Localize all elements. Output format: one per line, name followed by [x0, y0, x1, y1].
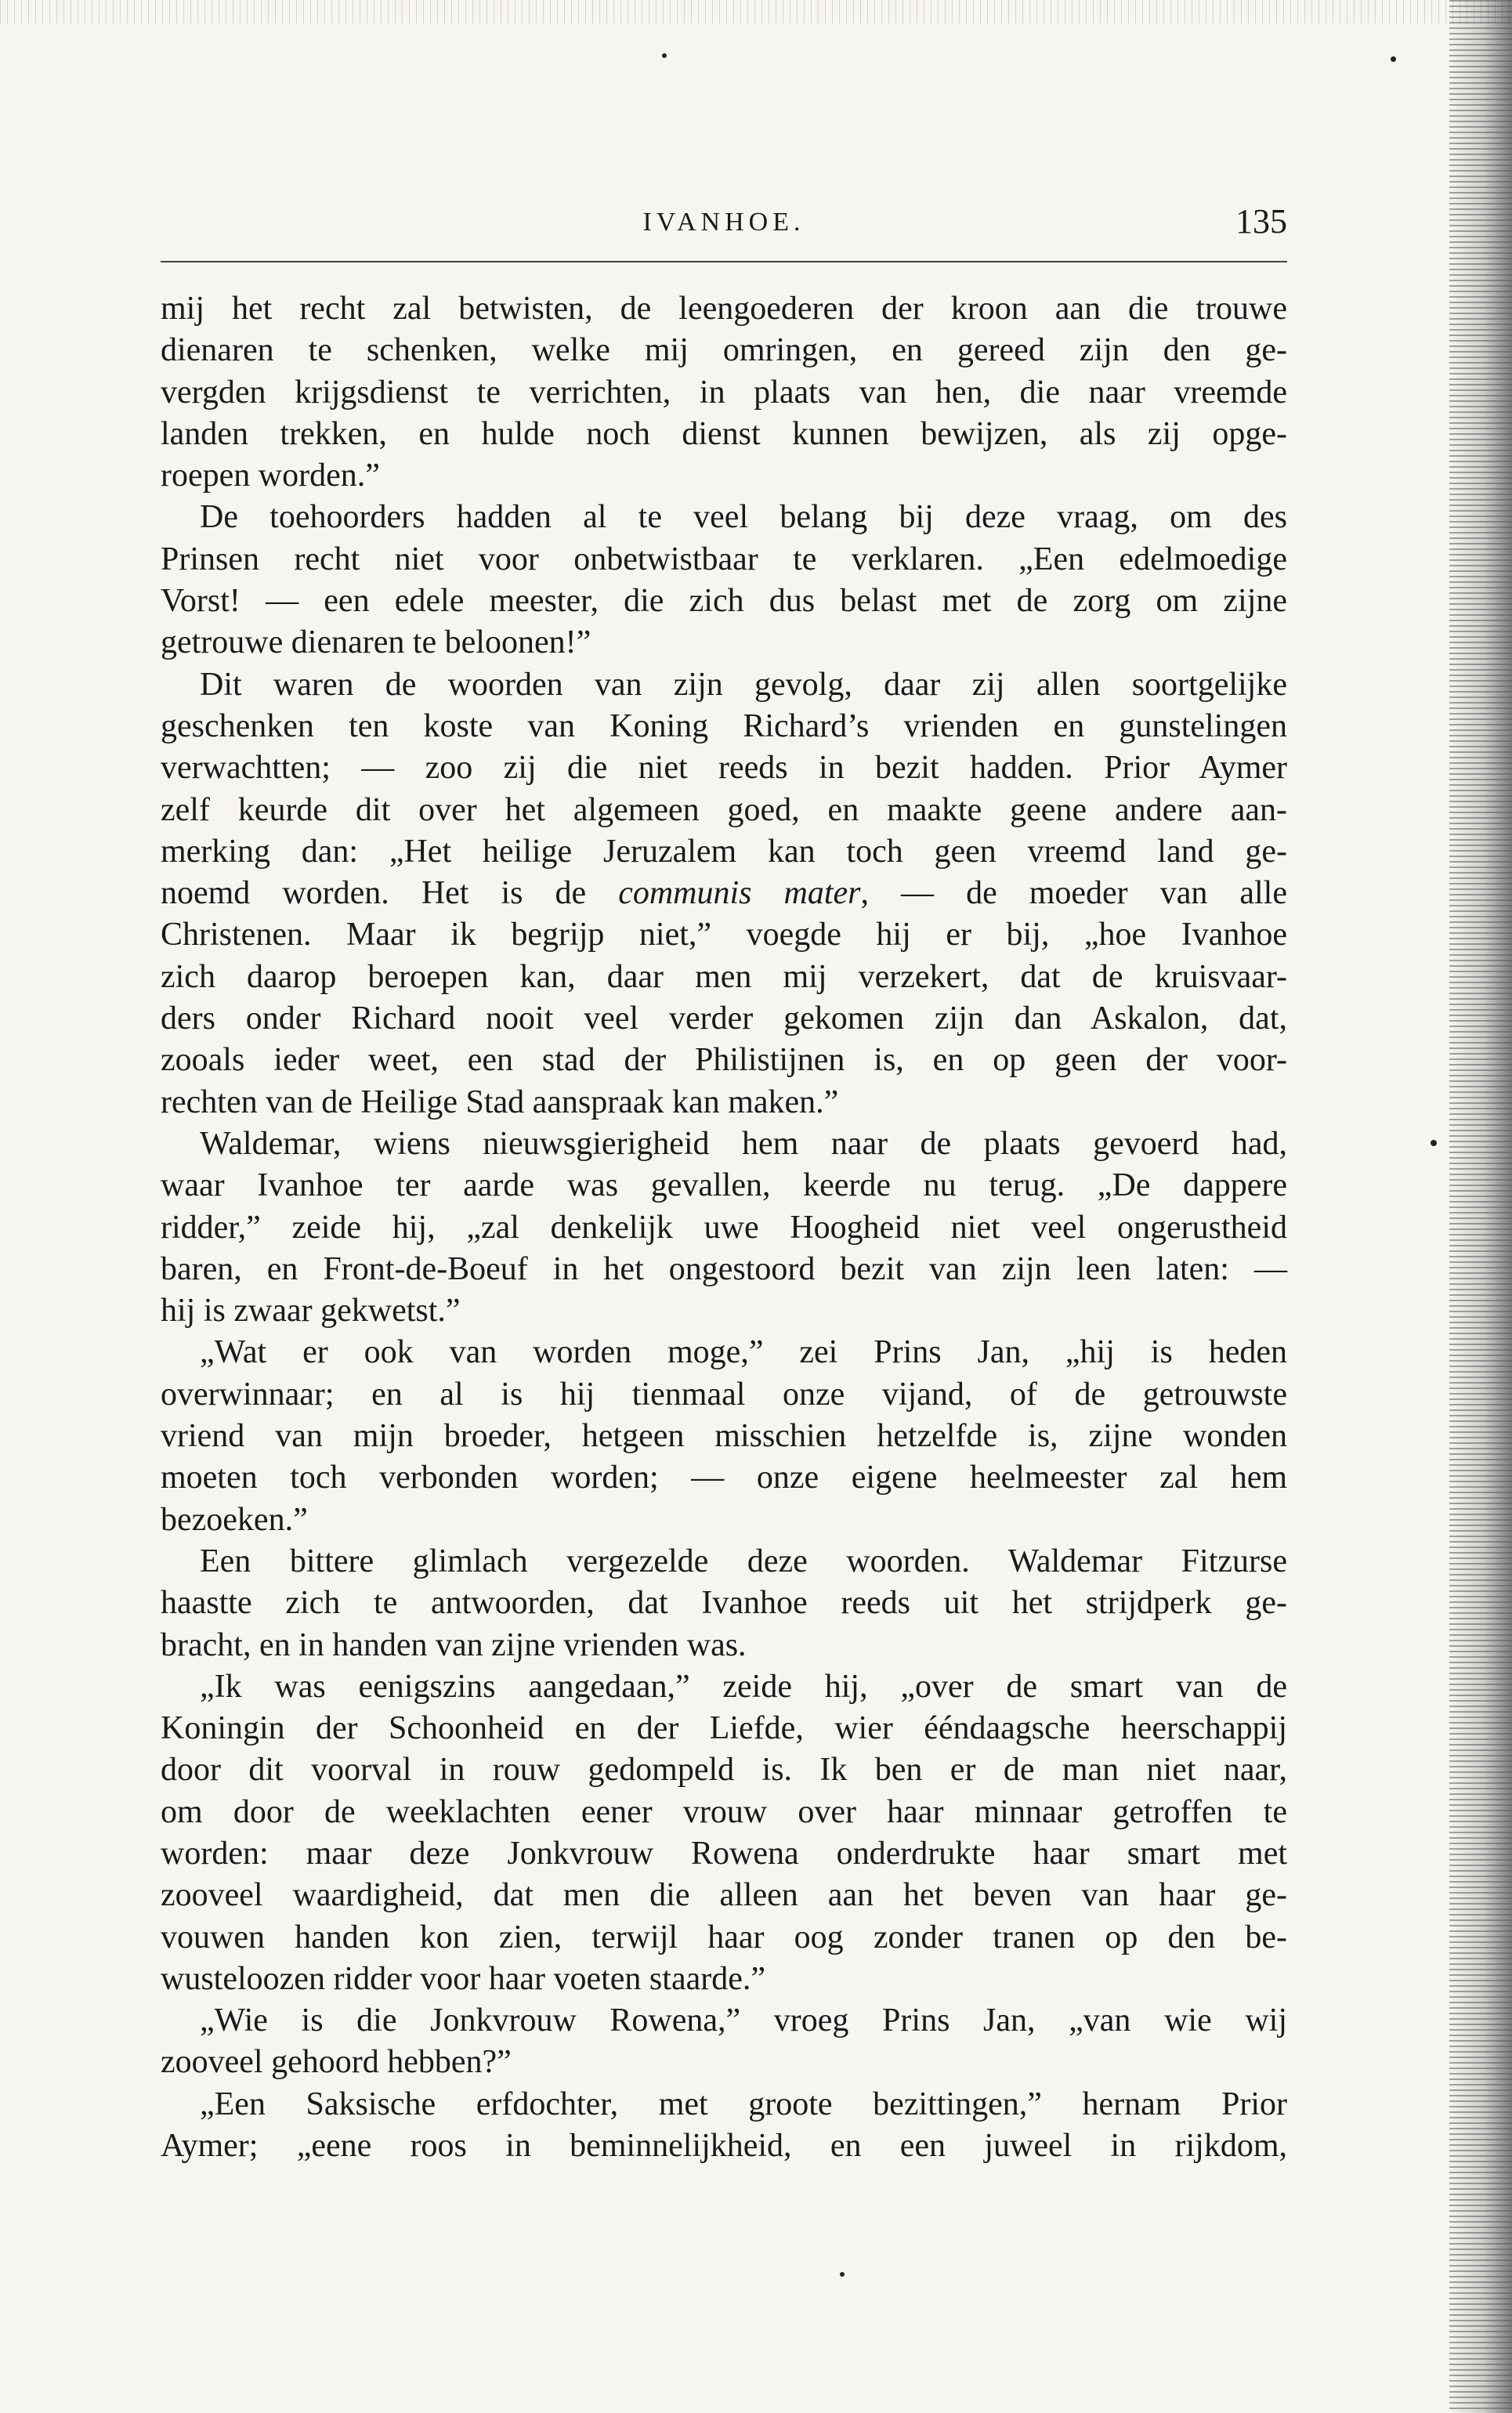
- text-line: roepen worden.”: [161, 458, 380, 494]
- scan-speck: [1391, 56, 1396, 62]
- text-line: Een bittere glimlach vergezelde deze woorden. Waldemar Fitzurse: [200, 1543, 1287, 1579]
- text-line: vriend van mijn broeder, hetgeen misschien hetzelfde is, zijne wonden: [161, 1418, 1287, 1455]
- text-line: Prinsen recht niet voor onbetwistbaar te verklaren. „Een edelmoedige: [161, 541, 1287, 577]
- page-header: [161, 202, 1287, 255]
- text-line: landen trekken, en hulde noch dienst kunnen bewijzen, als zij opge-: [161, 415, 1287, 452]
- text-line: zooveel waardigheid, dat men die alleen aan het beven van haar ge-: [161, 1877, 1287, 1914]
- text-line: zooals ieder weet, een stad der Philistijnen is, en op geen der voor-: [161, 1042, 1287, 1079]
- text-line: „Wat er ook van worden moge,” zei Prins Jan, „hij is heden: [200, 1334, 1287, 1371]
- text-line: dienaren te schenken, welke mij omringen, en gereed zijn den ge-: [161, 332, 1287, 369]
- scan-speck: [1431, 1140, 1437, 1146]
- text-line: worden: maar deze Jonkvrouw Rowena onderdrukte haar smart met: [161, 1835, 1287, 1872]
- text-line: wusteloozen ridder voor haar voeten staarde.”: [161, 1960, 765, 1997]
- text-line: ders onder Richard nooit veel verder gekomen zijn dan Askalon, dat,: [161, 1000, 1287, 1037]
- text-line: noemd worden. Het is de communis mater, — de moeder van alle: [161, 875, 1287, 912]
- text-line: „Wie is die Jonkvrouw Rowena,” vroeg Prins Jan, „van wie wij: [200, 2002, 1287, 2039]
- scan-speck: [840, 2272, 845, 2277]
- text-line: bezoeken.”: [161, 1501, 308, 1538]
- text-line: Christenen. Maar ik begrijp niet,” voegde hij er bij, „hoe Ivanhoe: [161, 917, 1287, 953]
- text-line: Dit waren de woorden van zijn gevolg, daar zij allen soortgelijke: [200, 666, 1287, 703]
- text-line: zooveel gehoord hebben?”: [161, 2044, 512, 2081]
- text-line: „Een Saksische erfdochter, met groote bezittingen,” hernam Prior: [200, 2086, 1287, 2122]
- text-line: zelf keurde dit over het algemeen goed, en maakte geene andere aan-: [161, 791, 1287, 828]
- text-line: merking dan: „Het heilige Jeruzalem kan toch geen vreemd land ge-: [161, 833, 1287, 870]
- header-rule: [161, 261, 1287, 262]
- page-number: 135: [1235, 202, 1287, 241]
- scan-edge-top: [0, 0, 1512, 24]
- text-line: „Ik was eenigszins aangedaan,” zeide hij, „over de smart van de: [200, 1668, 1287, 1705]
- text-line: verwachtten; — zoo zij die niet reeds in bezit hadden. Prior Aymer: [161, 750, 1287, 787]
- body-text: [161, 288, 1287, 2167]
- text-line: zich daarop beroepen kan, daar men mij verzekert, dat de kruisvaar-: [161, 958, 1287, 995]
- text-line: Koningin der Schoonheid en der Liefde, wier ééndaagsche heerschappij: [161, 1710, 1287, 1747]
- italic-phrase: communis mater: [618, 875, 861, 912]
- text-line: door dit voorval in rouw gedompeld is. Ik ben er de man niet naar,: [161, 1752, 1287, 1789]
- text-line: Waldemar, wiens nieuwsgierigheid hem naar de plaats gevoerd had,: [200, 1125, 1287, 1162]
- text-line: om door de weeklachten eener vrouw over haar minnaar getroffen te: [161, 1793, 1287, 1830]
- text-line: geschenken ten koste van Koning Richard’s vrienden en gunstelingen: [161, 707, 1287, 744]
- text-line: vouwen handen kon zien, terwijl haar oog zonder tranen op den be-: [161, 1919, 1287, 1955]
- text-line: overwinnaar; en al is hij tienmaal onze vijand, of de getrouwste: [161, 1376, 1287, 1413]
- text-line: baren, en Front-de-Boeuf in het ongestoord bezit van zijn leen laten: —: [161, 1250, 1287, 1287]
- running-title: IVANHOE.: [642, 208, 805, 237]
- text-line: moeten toch verbonden worden; — onze eigene heelmeester zal hem: [161, 1460, 1287, 1496]
- text-line: ridder,” zeide hij, „zal denkelijk uwe Hoogheid niet veel ongerustheid: [161, 1209, 1287, 1246]
- text-line: mij het recht zal betwisten, de leengoederen der kroon aan die trouwe: [161, 291, 1287, 327]
- text-line: rechten van de Heilige Stad aanspraak kan maken.”: [161, 1083, 839, 1120]
- text-line: De toehoorders hadden al te veel belang bij deze vraag, om des: [200, 499, 1287, 536]
- scan-speck: [662, 53, 667, 58]
- scan-edge-right: [1449, 0, 1512, 2413]
- text-line: bracht, en in handen van zijne vrienden was.: [161, 1626, 747, 1663]
- text-line: Aymer; „eene roos in beminnelijkheid, en een juweel in rijkdom,: [161, 2128, 1287, 2165]
- text-line: Vorst! — een edele meester, die zich dus belast met de zorg om zijne: [161, 583, 1287, 620]
- text-line: hij is zwaar gekwetst.”: [161, 1293, 461, 1330]
- text-line: getrouwe dienaren te beloonen!”: [161, 624, 591, 661]
- text-line: waar Ivanhoe ter aarde was gevallen, keerde nu terug. „De dappere: [161, 1167, 1287, 1204]
- text-line: vergden krijgsdienst te verrichten, in plaats van hen, die naar vreemde: [161, 374, 1287, 411]
- text-line: haastte zich te antwoorden, dat Ivanhoe reeds uit het strijdperk ge-: [161, 1585, 1287, 1622]
